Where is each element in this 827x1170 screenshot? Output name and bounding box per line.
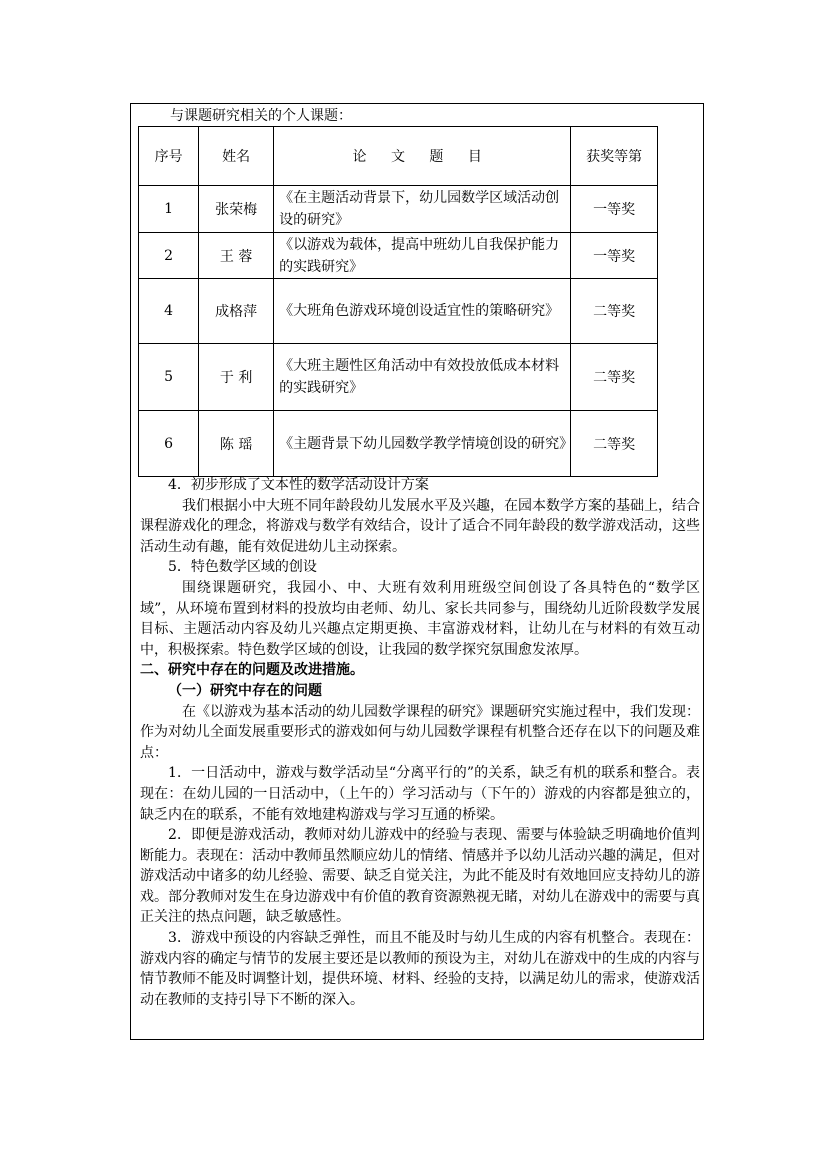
awards-table [138, 126, 658, 477]
table-row [139, 233, 658, 279]
paragraph: 我们根据小中大班不同年龄段幼儿发展水平及兴趣，在园本数学方案的基础上，结合课程游戏化的理念，将游戏与数学有效结合，设计了适合不同年龄段的数学游戏活动，这些活动生动有趣，能有效促进幼儿主动探索。 [140, 497, 700, 555]
intro-text: 与课题研究相关的个人课题： [170, 108, 352, 124]
table-row [139, 186, 658, 233]
header-no: 序号 [139, 127, 199, 186]
row-title: 《主题背景下幼儿园数学教学情境创设的研究》 [274, 411, 571, 477]
subsection-heading: （一）研究中存在的问题 [168, 682, 322, 699]
row-prize: 二等奖 [571, 279, 658, 344]
paragraph: 1．一日活动中，游戏与数学活动呈“分离平行的”的关系，缺乏有机的联系和整合。表现在：在幼儿园的一日活动中，（上午的）学习活动与（下午的）游戏的内容都是独立的，缺乏内在的联系，不能有效地建构游戏与学习互通的桥梁。 [140, 765, 700, 823]
row-title: 《以游戏为载体，提高中班幼儿自我保护能力的实践研究》 [274, 233, 571, 279]
section-heading-5: 5．特色数学区域的创设 [168, 559, 317, 576]
paragraph: 3．游戏中预设的内容缺乏弹性，而且不能及时与幼儿生成的内容有机整合。表现在：游戏内容的确定与情节的发展主要还是以教师的预设为主，对幼儿在游戏中的生成的内容与情节教师不能及时调整计划，提供环境、材料、经验的支持，以满足幼儿的需求，使游戏活动在教师的支持引导下不断的深入。 [140, 930, 700, 1008]
row-name: 于 利 [199, 344, 274, 411]
paragraph: 2．即便是游戏活动，教师对幼儿游戏中的经验与表现、需要与体验缺乏明确地价值判断能力。表现在：活动中教师虽然顺应幼儿的情绪、情感并予以幼儿活动兴趣的满足，但对游戏活动中诸多的幼儿经验、需要、缺乏自觉关注，为此不能及时有效地回应支持幼儿的游戏。部分教师对发生在身边游戏中有价值的教育资源熟视无睹，对幼儿在游戏中的需要与真正关注的热点问题，缺乏敏感性。 [140, 827, 700, 926]
row-prize: 一等奖 [571, 186, 658, 233]
row-no: 6 [139, 411, 199, 477]
row-no: 4 [139, 279, 199, 344]
row-title: 《在主题活动背景下，幼儿园数学区域活动创设的研究》 [274, 186, 571, 233]
body-text [140, 475, 700, 1010]
row-name: 成格萍 [199, 279, 274, 344]
row-prize: 二等奖 [571, 344, 658, 411]
row-no: 1 [139, 186, 199, 233]
row-name: 王 蓉 [199, 233, 274, 279]
table-row [139, 344, 658, 411]
header-title: 论 文 题 目 [274, 127, 571, 186]
row-title: 《大班主题性区角活动中有效投放低成本材料的实践研究》 [274, 344, 571, 411]
header-name: 姓名 [199, 127, 274, 186]
table-header-row [139, 127, 658, 186]
section-heading-4: 4．初步形成了文本性的数学活动设计方案 [168, 477, 429, 493]
table-row [139, 411, 658, 477]
paragraph: 在《以游戏为基本活动的幼儿园数学课程的研究》课题研究实施过程中，我们发现：作为对幼儿全面发展重要形式的游戏如何与幼儿园数学课程有机整合还存在以下的问题及难点： [140, 703, 700, 761]
chapter-heading: 二、研究中存在的问题及改进措施。 [140, 662, 364, 679]
row-no: 5 [139, 344, 199, 411]
header-prize: 获奖等第 [571, 127, 658, 186]
table-row [139, 279, 658, 344]
row-prize: 一等奖 [571, 233, 658, 279]
row-prize: 二等奖 [571, 411, 658, 477]
row-name: 陈 瑶 [199, 411, 274, 477]
row-name: 张荣梅 [199, 186, 274, 233]
row-title: 《大班角色游戏环境创设适宜性的策略研究》 [274, 279, 571, 344]
row-no: 2 [139, 233, 199, 279]
paragraph: 围绕课题研究，我园小、中、大班有效利用班级空间创设了各具特色的“数学区域”，从环境布置到材料的投放均由老师、幼儿、家长共同参与，围绕幼儿近阶段数学发展目标、主题活动内容及幼儿兴趣点定期更换、丰富游戏材料，让幼儿在与材料的有效互动中，积极探索。特色数学区域的创设，让我园的数学探究氛围愈发浓厚。 [140, 579, 700, 658]
